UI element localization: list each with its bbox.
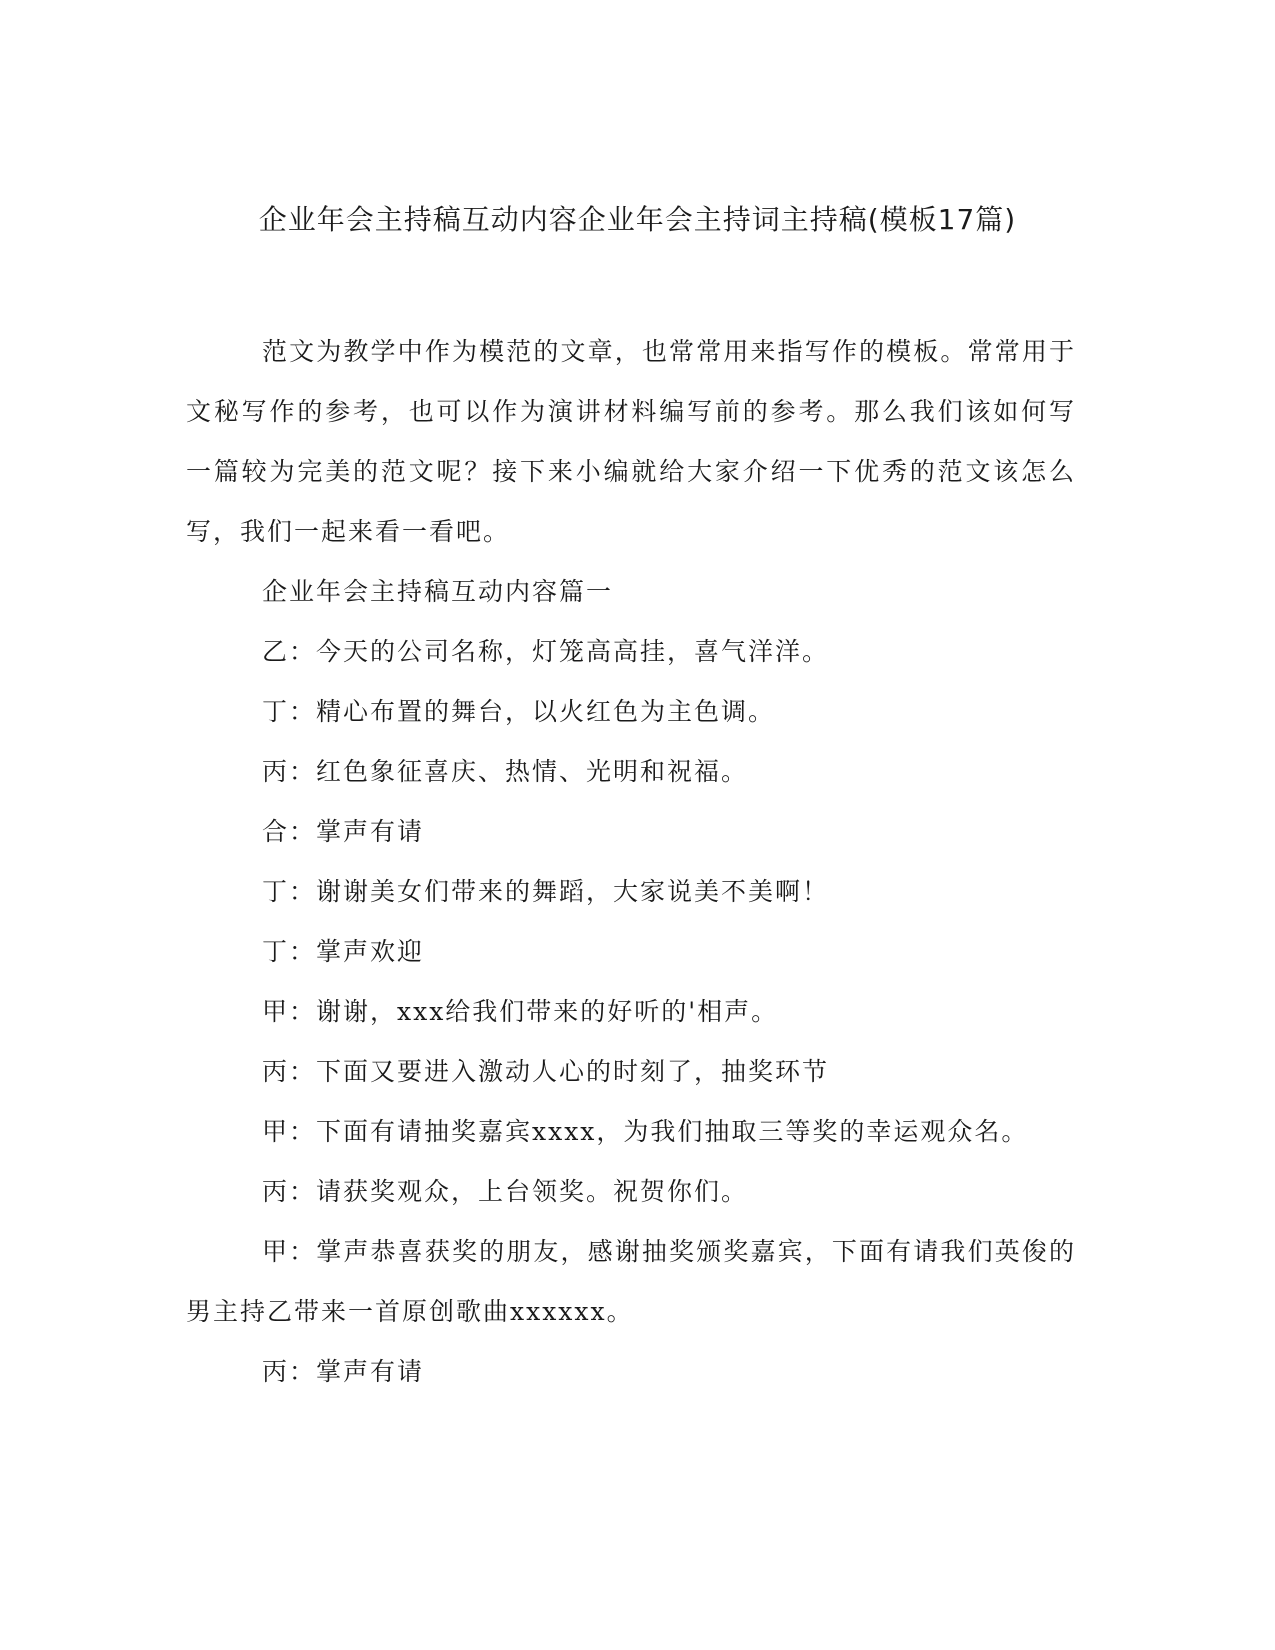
dialogue-line: 丙：请获奖观众，上台领奖。祝贺你们。	[262, 1177, 749, 1206]
intro-paragraph: 范文为教学中作为模范的文章，也常常用来指写作的模板。常常用于文秘写作的参考，也可以作为演讲材料编写前的参考。那么我们该如何写一篇较为完美的范文呢？接下来小编就给大家介绍一下优秀的范文该怎么写，我们一起来看一看吧。	[186, 337, 1076, 546]
dialogue-line: 合：掌声有请	[262, 817, 425, 846]
dialogue-line: 丁：精心布置的舞台，以火红色为主色调。	[262, 697, 776, 726]
document-title: 企业年会主持稿互动内容企业年会主持词主持稿(模板17篇)	[258, 203, 1017, 236]
section-heading: 企业年会主持稿互动内容篇一	[262, 577, 614, 606]
dialogue-line: 丙：下面又要进入激动人心的时刻了，抽奖环节	[262, 1057, 830, 1086]
final-line: 丙：掌声有请	[262, 1357, 425, 1386]
dialogue-line: 乙：今天的公司名称，灯笼高高挂，喜气洋洋。	[262, 637, 830, 666]
dialogue-line: 甲：谢谢，xxx给我们带来的好听的'相声。	[262, 997, 779, 1026]
document-body	[186, 322, 1076, 1402]
closing-paragraph: 甲：掌声恭喜获奖的朋友，感谢抽奖颁奖嘉宾，下面有请我们英俊的男主持乙带来一首原创歌曲xxxxxx。	[186, 1237, 1076, 1326]
dialogue-line: 丁：谢谢美女们带来的舞蹈，大家说美不美啊！	[262, 877, 830, 906]
dialogue-line: 丁：掌声欢迎	[262, 937, 425, 966]
dialogue-line: 甲：下面有请抽奖嘉宾xxxx，为我们抽取三等奖的幸运观众名。	[262, 1117, 1029, 1146]
dialogue-line: 丙：红色象征喜庆、热情、光明和祝福。	[262, 757, 749, 786]
